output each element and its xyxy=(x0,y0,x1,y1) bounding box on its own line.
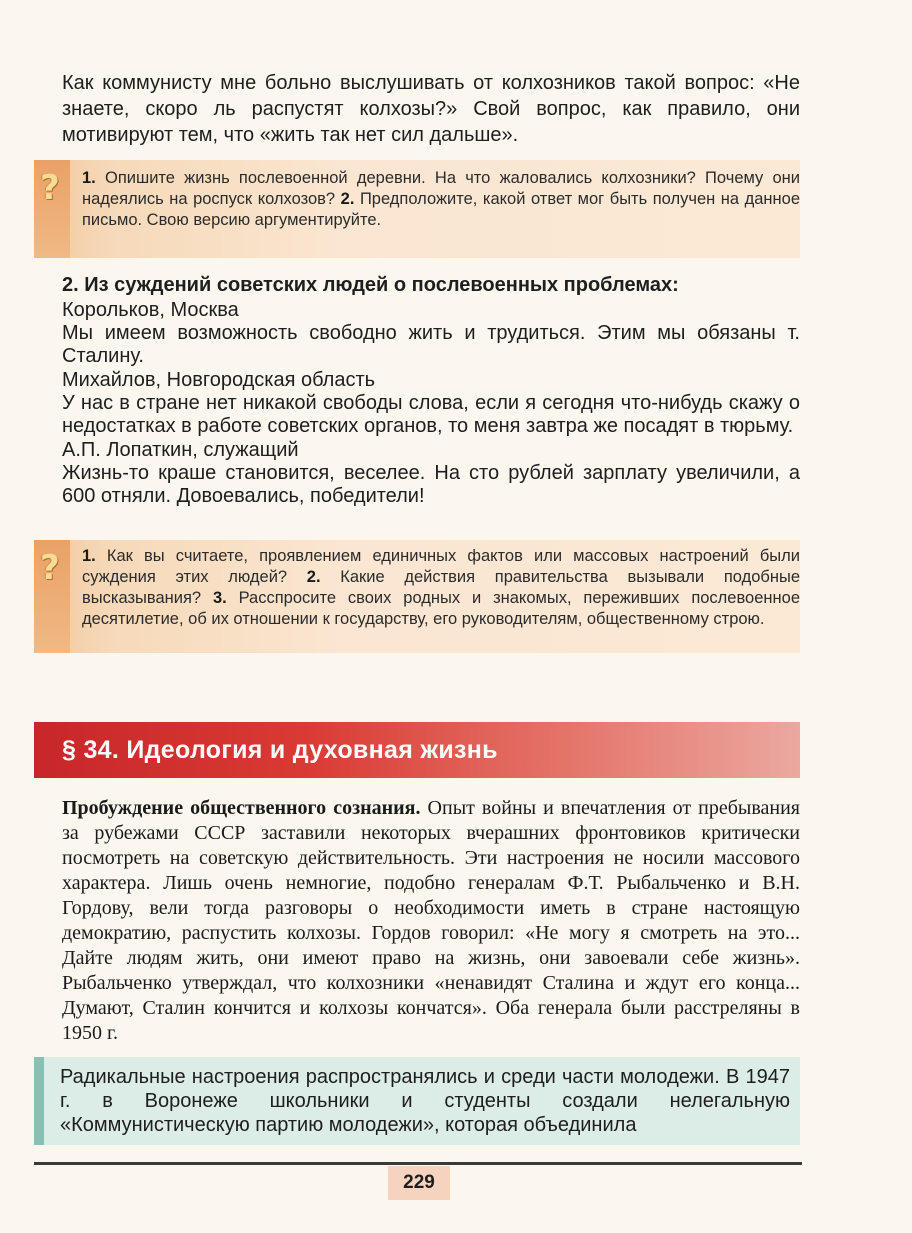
quote-author: Корольков, Москва xyxy=(62,299,239,321)
question-number: 1. xyxy=(82,547,96,565)
quote-author: А.П. Лопаткин, служащий xyxy=(62,439,299,461)
paragraph-text: Опыт войны и впечатления от пребывания за рубежами СССР заставили некоторых вчерашних фронтовиков критически посмотреть на советскую действительность. Эти настроения не носили массового характера. Лишь очень немногие, подобно генералам Ф.Т. Рыбальченко и В.Н. Гордову, вели тогда разговоры о необходимости иметь в стране настоящую демократию, распустить колхозы. Гордов говорил: «Не могу я смотреть на это... Дайте людям жить, они имеют право на жизнь, они завоевали себе жизнь». Рыбальченко утверждал, что колхозники «ненавидят Сталина и ждут его конца... Думают, Сталин кончится и колхозы кончатся». Оба генерала были расстреляны в 1950 г. xyxy=(62,797,800,1044)
source-heading: 2. Из суждений советских людей о послевоенных проблемах: xyxy=(62,274,679,296)
section-title: § 34. Идеология и духовная жизнь xyxy=(62,736,498,764)
paragraph-lead: Пробуждение общественного сознания. xyxy=(62,797,421,819)
question-box-2 xyxy=(34,540,800,653)
question-number: 2. xyxy=(306,568,321,586)
question-text: Как вы считаете, проявлением единичных фактов или массовых настроений были суждения этих людей? xyxy=(82,547,800,586)
question-text: Какие действия правительства вызывали подобные высказывания? xyxy=(82,568,800,607)
question-box-1-text xyxy=(82,160,800,239)
intro-paragraph: Как коммунисту мне больно выслушивать от колхозников такой вопрос: «Не знаете, скоро ль распустят колхозы?» Свой вопрос, как правило, они мотивируют тем, что «жить так нет сил дальше». xyxy=(62,72,800,146)
question-number: 1. xyxy=(82,169,96,187)
question-text: Предположите, какой ответ мог быть получен на данное письмо. Свою версию аргументируйте. xyxy=(82,190,800,229)
question-box-1 xyxy=(34,160,800,258)
question-number: 2. xyxy=(340,190,355,208)
question-box-2-text xyxy=(82,540,800,638)
footer-rule xyxy=(34,1162,802,1165)
page-number: 229 xyxy=(388,1166,450,1200)
info-box-stripe xyxy=(34,1057,44,1145)
body-paragraph xyxy=(62,796,800,1046)
info-box xyxy=(34,1057,800,1145)
question-mark-icon: ? xyxy=(40,548,60,588)
info-box-text: Радикальные настроения распространялись и среди части молодежи. В 1947 г. в Воронеже школьники и студенты создали нелегальную «Коммунистическую партию молодежи», которая объединила xyxy=(60,1066,790,1136)
question-text: Расспросите своих родных и знакомых, переживших послевоенное десятилетие, об их отношении к государству, его руководителям, общественному строю. xyxy=(82,589,800,628)
quote-text: Жизнь-то краше становится, веселее. На сто рублей зарплату увеличили, а 600 отняли. Довоевались, победители! xyxy=(62,462,800,507)
quotes-list xyxy=(62,298,800,508)
question-text: Опишите жизнь послевоенной деревни. На что жаловались колхозники? Почему они надеялись на роспуск колхозов? xyxy=(82,169,800,208)
quote-text: Мы имеем возможность свободно жить и трудиться. Этим мы обязаны т. Сталину. xyxy=(62,322,800,367)
question-mark-icon: ? xyxy=(40,168,60,208)
question-number: 3. xyxy=(212,589,227,607)
quote-author: Михайлов, Новгородская область xyxy=(62,369,376,391)
quote-text: У нас в стране нет никакой свободы слова, если я сегодня что-нибудь скажу о недостатках в работе советских органов, то меня завтра же посадят в тюрьму. xyxy=(62,392,800,437)
